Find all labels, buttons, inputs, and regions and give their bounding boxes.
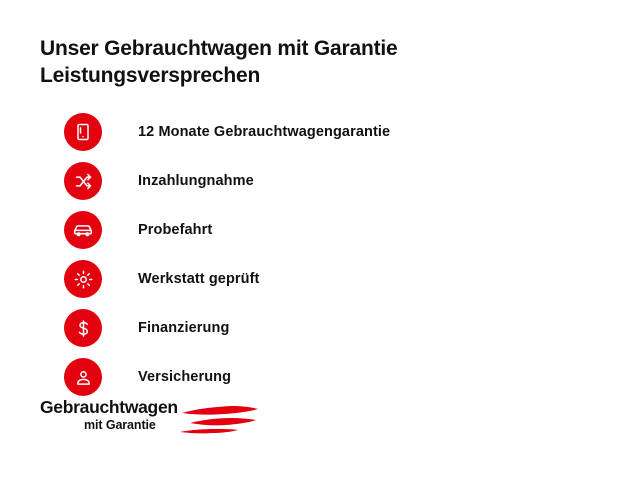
benefit-icon-badge bbox=[64, 211, 102, 249]
list-item bbox=[40, 206, 600, 255]
benefit-label: Werkstatt geprüft bbox=[138, 271, 260, 288]
benefit-label: Inzahlungnahme bbox=[138, 173, 254, 190]
benefit-label: Versicherung bbox=[138, 369, 232, 386]
list-item bbox=[40, 157, 600, 206]
benefit-icon-badge bbox=[64, 358, 102, 396]
brand-logo-line-2: mit Garantie bbox=[84, 418, 156, 433]
list-item bbox=[40, 108, 600, 157]
brand-logo-line-1: Gebrauchtwagen bbox=[40, 397, 178, 417]
page-title-line-1: Unser Gebrauchtwagen mit Garantie bbox=[40, 37, 398, 60]
list-item bbox=[40, 353, 600, 402]
red-brush-stroke-icon bbox=[174, 402, 262, 440]
document-certificate-icon bbox=[73, 122, 93, 142]
dollar-sign-icon bbox=[73, 318, 94, 339]
list-item bbox=[40, 255, 600, 304]
benefit-icon-badge bbox=[64, 260, 102, 298]
brand-logo bbox=[40, 398, 300, 442]
benefit-icon-badge bbox=[64, 309, 102, 347]
benefits-list bbox=[40, 108, 600, 402]
benefit-icon-badge bbox=[64, 162, 102, 200]
exchange-arrows-icon bbox=[73, 171, 94, 192]
car-icon bbox=[72, 219, 94, 241]
gear-icon bbox=[73, 269, 94, 290]
page-title bbox=[40, 36, 510, 90]
benefit-icon-badge bbox=[64, 113, 102, 151]
list-item bbox=[40, 304, 600, 353]
benefit-label: Probefahrt bbox=[138, 222, 213, 239]
footer bbox=[40, 398, 300, 442]
benefit-label: Finanzierung bbox=[138, 320, 230, 337]
person-shield-icon bbox=[73, 367, 94, 388]
page-title-line-2: Leistungsversprechen bbox=[40, 63, 261, 87]
benefit-label: 12 Monate Gebrauchtwagengarantie bbox=[138, 124, 391, 141]
